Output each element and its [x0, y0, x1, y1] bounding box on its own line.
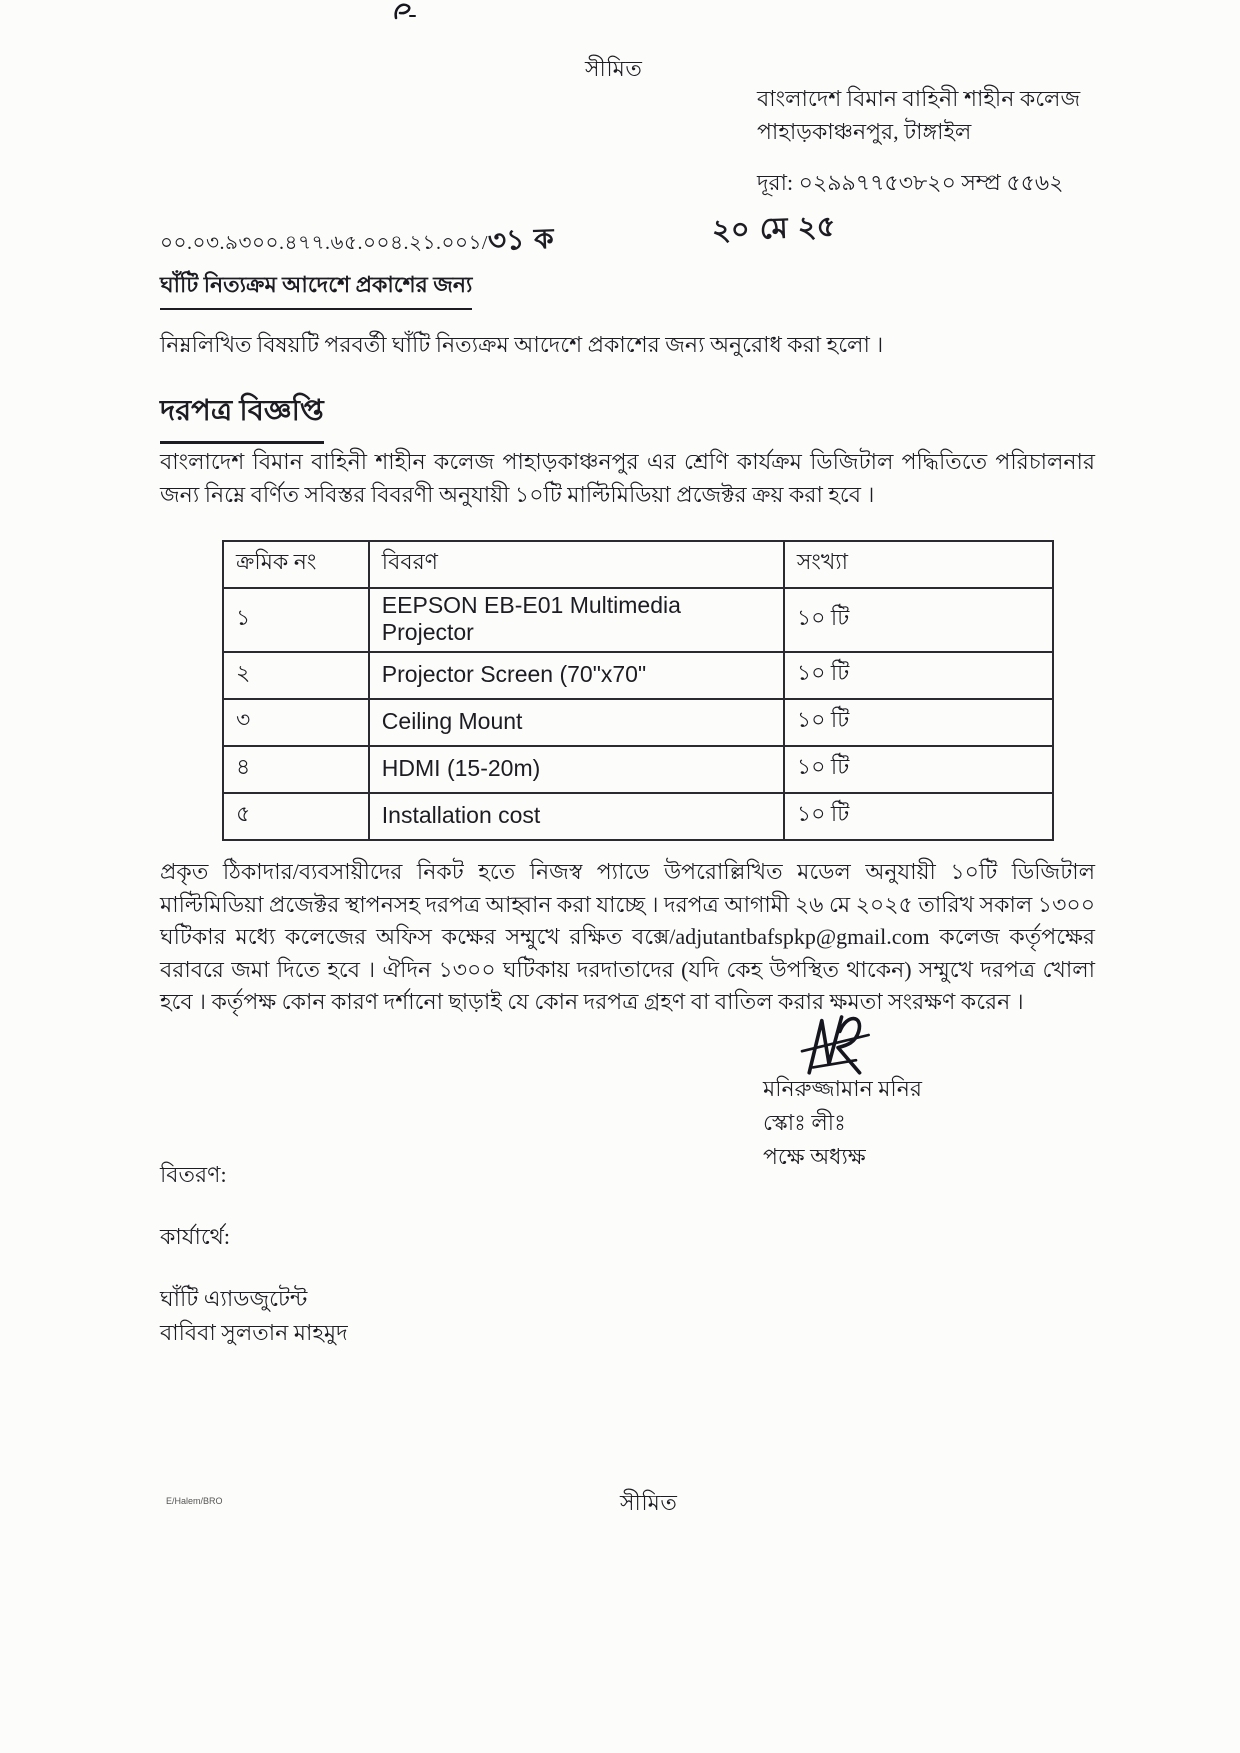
request-line: নিম্নলিখিত বিষয়টি পরবর্তী ঘাঁটি নিত্যক্রম আদেশে প্রকাশের জন্য অনুরোধ করা হলো । [160, 332, 884, 357]
cell-quantity: ১০ টি [784, 588, 1053, 652]
col-header-serial: ক্রমিক নং [223, 541, 369, 588]
col-header-quantity: সংখ্যা [784, 541, 1053, 588]
reference-number-handwritten: ৩১ ক [487, 221, 555, 258]
date-handwritten: ২০ মে ২৫ [711, 208, 836, 248]
pen-mark-artifact [388, 0, 418, 22]
signature-block [763, 1072, 922, 1174]
cell-serial: ১ [223, 588, 369, 652]
letterhead-block [757, 82, 1097, 148]
table-row [223, 746, 1053, 793]
distribution-label: বিতরণ: [160, 1162, 227, 1187]
cell-quantity: ১০ টি [784, 746, 1053, 793]
reference-number-printed: ০০.০৩.৯৩০০.৪৭৭.৬৫.০০৪.২১.০০১/ [160, 232, 488, 254]
classification-bottom: সীমিত [620, 1490, 678, 1515]
items-table [222, 540, 1054, 841]
phone-line: দূরা: ০২৯৯৭৭৫৩৮২০ সম্প্র ৫৫৬২ [757, 170, 1064, 195]
table-row [223, 699, 1053, 746]
org-name-line2: পাহাড়কাঞ্চনপুর, টাঙ্গাইল [757, 119, 972, 144]
recipient-line1: ঘাঁটি এ্যাডজুটেন্ট [160, 1286, 308, 1311]
subject-heading: ঘাঁটি নিত্যক্রম আদেশে প্রকাশের জন্য [160, 268, 472, 310]
table-row [223, 588, 1053, 652]
cell-description: HDMI (15-20m) [369, 746, 784, 793]
cell-description: Installation cost [369, 793, 784, 840]
signatory-on-behalf: পক্ষে অধ্যক্ষ [763, 1144, 866, 1170]
recipient-line2: বাবিবা সুলতান মাহমুদ [160, 1320, 348, 1345]
footer-file-ref: E/Halem/BRO [166, 1496, 223, 1506]
classification-top: সীমিত [585, 56, 643, 81]
cell-quantity: ১০ টি [784, 699, 1053, 746]
table-row [223, 793, 1053, 840]
signature-scribble [788, 1008, 888, 1080]
cell-quantity: ১০ টি [784, 652, 1053, 699]
notice-title: দরপত্র বিজ্ঞপ্তি [160, 388, 324, 444]
col-header-description: বিবরণ [369, 541, 784, 588]
table-row [223, 652, 1053, 699]
cell-serial: ৩ [223, 699, 369, 746]
signatory-name: মনিরুজ্জামান মনির [763, 1076, 922, 1101]
cell-serial: ৪ [223, 746, 369, 793]
cell-description: EEPSON EB-E01 Multimedia Projector [369, 588, 784, 652]
table-header-row [223, 541, 1053, 588]
cell-description: Ceiling Mount [369, 699, 784, 746]
org-name-line1: বাংলাদেশ বিমান বাহিনী শাহীন কলেজ [757, 86, 1081, 111]
cell-quantity: ১০ টি [784, 793, 1053, 840]
cell-serial: ২ [223, 652, 369, 699]
signatory-rank: স্কোঃ লীঃ [763, 1110, 846, 1136]
notice-intro-paragraph: বাংলাদেশ বিমান বাহিনী শাহীন কলেজ পাহাড়কাঞ্চনপুর এর শ্রেণি কার্যক্রম ডিজিটাল পদ্ধিতিতে পরিচালনার জন্য নিম্নে বর্ণিত সবিস্তর বিবরণী অনুযায়ী ১০টি মাল্টিমিডিয়া প্রজেক্টর ক্রয় করা হবে । [160, 449, 1095, 507]
cell-serial: ৫ [223, 793, 369, 840]
reference-line [160, 218, 554, 265]
terms-paragraph: প্রকৃত ঠিকাদার/ব্যবসায়ীদের নিকট হতে নিজস্ব প্যাডে উপরোল্লিখিত মডেল অনুযায়ী ১০টি ডিজিটাল মাল্টিমিডিয়া প্রজেক্টর স্থাপনসহ দরপত্র আহ্বান করা যাচ্ছে । দরপত্র আগামী ২৬ মে ২০২৫ তারিখ সকাল ১৩০০ ঘটিকার মধ্যে কলেজের অফিস কক্ষের সম্মুখে রক্ষিত বক্সে/adjutantbafspkp@gmail.com কলেজ কর্তৃপক্ষের বরাবরে জমা দিতে হবে । ঐদিন ১৩০০ ঘটিকায় দরদাতাদের (যদি কেহ উপস্থিত থাকেন) সম্মুখে দরপত্র খোলা হবে । কর্তৃপক্ষ কোন কারণ দর্শানো ছাড়াই যে কোন দরপত্র গ্রহণ বা বাতিল করার ক্ষমতা সংরক্ষণ করেন । [160, 859, 1095, 1015]
cell-description: Projector Screen (70"x70" [369, 652, 784, 699]
action-label: কার্যার্থে: [160, 1224, 231, 1249]
